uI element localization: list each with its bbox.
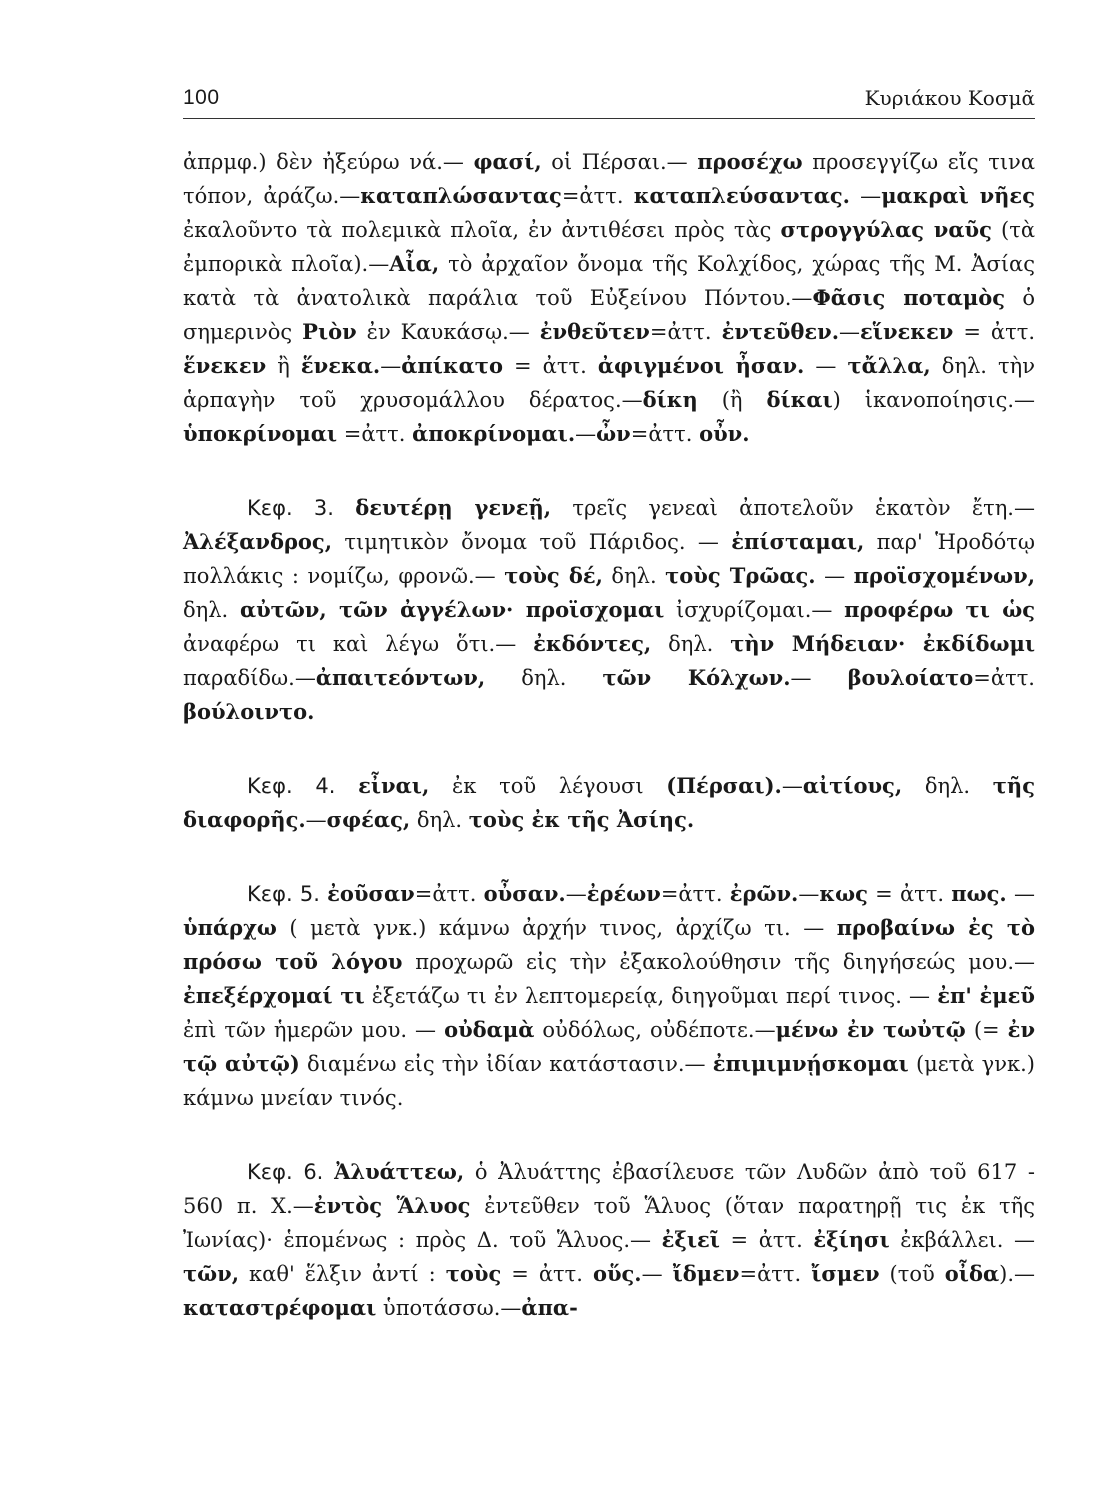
paragraph-gap xyxy=(183,729,1035,769)
lemma-term: Ἀλέξανδρος, xyxy=(183,529,333,554)
gloss-text: — xyxy=(781,774,803,798)
gloss-text: =ἀττ. xyxy=(414,882,484,906)
gloss-text: =ἀττ. xyxy=(973,666,1035,690)
chapter-label: Κεφ. 6. xyxy=(247,1160,324,1184)
lemma-term: οὕς. xyxy=(592,1261,642,1286)
gloss-text: τιμητικὸν ὄνομα τοῦ Πάριδος. — xyxy=(332,530,732,554)
lemma-term: ἐξιεῖ xyxy=(661,1227,720,1252)
gloss-text: ἐν Καυκάσῳ.— xyxy=(356,320,540,344)
paragraph-gap xyxy=(183,451,1035,491)
lemma-term: τὴν Μήδειαν· ἐκδίδωμι xyxy=(730,631,1036,656)
gloss-text: τὸ ἀρχαῖον ὄνομα τῆς Κολχίδος, χώρας τῆς Μ. Ἀσίας κατὰ τὰ ἀνατολικὰ παράλια τοῦ Εὐξείνου Πόντου.— xyxy=(183,252,1035,310)
lemma-term: ἀποκρίνομαι. xyxy=(412,421,576,446)
lemma-term: ἐντεῦθεν. xyxy=(721,319,840,344)
gloss-text: ἐκαλοῦντο τὰ πολεμικὰ πλοῖα, ἐν ἀντιθέσει πρὸς τὰς xyxy=(183,218,781,242)
lemma-term: καταπλώσαντας xyxy=(360,183,562,208)
gloss-text: ) ἱκανοποίησις.— xyxy=(832,388,1035,412)
lemma-term: κως xyxy=(819,881,868,906)
gloss-text: δηλ. xyxy=(485,666,603,690)
gloss-text: — xyxy=(575,422,597,446)
lemma-term: ἐντὸς Ἅλυος xyxy=(313,1193,471,1218)
paragraph-gap xyxy=(183,837,1035,877)
lemma-term: καταστρέφομαι xyxy=(183,1295,377,1320)
gloss-text: (τὰ ἐμπορικὰ πλοῖα).— xyxy=(183,218,1035,276)
gloss-text: προχωρῶ εἰς τὴν ἐξακολούθησιν τῆς διηγήσεώς μου.— xyxy=(402,950,1036,974)
gloss-text: δηλ. xyxy=(902,774,993,798)
lemma-term: μένω ἐν τωὐτῷ xyxy=(775,1017,966,1042)
paragraph-gap xyxy=(183,1115,1035,1155)
gloss-text: (μετὰ γνκ.) κάμνω μνείαν τινός. xyxy=(183,1052,1035,1110)
lemma-term: τοὺς Τρῶας. xyxy=(665,563,816,588)
gloss-text: οἱ Πέρσαι.— xyxy=(541,150,698,174)
chapter-label: Κεφ. 5. xyxy=(247,882,320,906)
lemma-term: μακραὶ νῆες xyxy=(881,183,1035,208)
gloss-text: (= xyxy=(965,1018,1008,1042)
gloss-text: (ἢ xyxy=(697,388,767,412)
gloss-text: — xyxy=(1006,882,1035,906)
gloss-text: — xyxy=(815,564,854,588)
gloss-text: = ἀττ. xyxy=(867,882,952,906)
lemma-term: ἐπ' ἐμεῦ xyxy=(937,983,1035,1008)
gloss-text: — xyxy=(305,808,327,832)
running-head: Κυριάκου Κοσμᾶ xyxy=(864,86,1035,110)
lemma-term: ἀφιγμένοι ἦσαν. xyxy=(597,353,805,378)
gloss-text: δηλ. xyxy=(410,808,469,832)
gloss-text: τρεῖς γενεαὶ ἀποτελοῦν ἑκατὸν ἔτη.— xyxy=(551,496,1035,520)
lemma-term: Αἶα, xyxy=(389,251,440,276)
gloss-text: δηλ. τὴν ἁρπαγὴν τοῦ χρυσομάλλου δέρατος.— xyxy=(183,354,1036,412)
paragraph xyxy=(183,877,1035,1115)
lemma-term: ἐξίησι xyxy=(813,1227,890,1252)
lemma-term: ἐρῶν. xyxy=(729,881,799,906)
lemma-term: πως. xyxy=(951,881,1007,906)
lemma-term: βουλοίατο xyxy=(847,665,974,690)
lemma-term: ἴσμεν xyxy=(811,1261,880,1286)
lemma-term: εἵνεκεν xyxy=(860,319,954,344)
gloss-text: ἐκ τοῦ λέγουσι xyxy=(429,774,667,798)
gloss-text: =ἀττ. xyxy=(561,184,634,208)
lemma-term: ἀπίκατο xyxy=(401,353,503,378)
gloss-text: ὁ Ἀλυάττης ἐβασίλευσε τῶν Λυδῶν ἀπὸ τοῦ 617 - 560 π. Χ.— xyxy=(183,1160,1035,1218)
lemma-term: προφέρω τι ὡς xyxy=(844,597,1036,622)
gloss-text: — xyxy=(380,354,402,378)
lemma-term: ὦν xyxy=(596,421,631,446)
lemma-term: ἐρέων xyxy=(586,881,661,906)
gloss-text: διαμένω εἰς τὴν ἰδίαν κατάστασιν.— xyxy=(299,1052,713,1076)
gloss-text: οὐδόλως, οὐδέποτε.— xyxy=(534,1018,776,1042)
lemma-term: ἐν τῷ αὐτῷ) xyxy=(183,1017,1036,1076)
gloss-text: = ἀττ. xyxy=(501,1262,593,1286)
lemma-term: αὐτῶν, τῶν ἀγγέλων· προϊσχομαι xyxy=(239,597,665,622)
paragraph xyxy=(183,145,1035,451)
lemma-term: ἀπα- xyxy=(521,1295,578,1320)
lemma-term: δευτέρῃ γενεῇ, xyxy=(355,495,552,520)
lemma-term: δίκη xyxy=(642,387,698,412)
lemma-term: σφέας, xyxy=(326,807,411,832)
lemma-term: ἕνεκεν xyxy=(183,353,267,378)
gloss-text: — xyxy=(804,354,848,378)
gloss-text: παρ' Ἡροδότῳ πολλάκις : νομίζω, φρονῶ.— xyxy=(183,530,1035,588)
lemma-term: ἐπεξέρχομαί τι xyxy=(183,983,365,1008)
gloss-text: προσεγγίζω εἴς τινα τόπον, ἀράζω.— xyxy=(183,150,1035,208)
lemma-term: ὑποκρίνομαι xyxy=(183,421,338,446)
gloss-text: ἢ xyxy=(266,354,301,378)
lemma-term: αἰτίους, xyxy=(802,773,903,798)
gloss-text: =ἀττ. xyxy=(660,882,730,906)
gloss-text: δηλ. xyxy=(651,632,731,656)
lemma-term: στρογγύλας ναῦς xyxy=(780,217,992,242)
gloss-text: ὁ σημερινὸς xyxy=(183,286,1035,344)
gloss-text: ἰσχυρίζομαι.— xyxy=(664,598,845,622)
lemma-term: τἄλλα, xyxy=(847,353,931,378)
gloss-text: ὑποτάσσω.— xyxy=(376,1296,522,1320)
gloss-text: — xyxy=(849,184,882,208)
lemma-term: προσέχω xyxy=(697,149,803,174)
lemma-term: προϊσχομένων, xyxy=(853,563,1036,588)
gloss-text: =ἀττ. xyxy=(630,422,700,446)
gloss-text: =ἀττ. xyxy=(739,1262,812,1286)
lemma-term: τῶν, xyxy=(183,1261,240,1286)
gloss-text xyxy=(323,1160,334,1184)
lemma-term: βούλοιντο. xyxy=(183,699,315,724)
gloss-text: — xyxy=(641,1262,673,1286)
lemma-term: τῆς διαφορῆς. xyxy=(183,773,1035,832)
lemma-term: ἴδμεν xyxy=(672,1261,740,1286)
lemma-term: εἶναι, xyxy=(358,773,430,798)
lemma-term: ἐπιμιμνῄσκομαι xyxy=(712,1051,909,1076)
gloss-text: δηλ. xyxy=(183,598,240,622)
gloss-text: = ἀττ. xyxy=(953,320,1036,344)
gloss-text: παραδίδω.— xyxy=(183,666,316,690)
gloss-text: = ἀττ. xyxy=(502,354,598,378)
page-number: 100 xyxy=(183,86,220,109)
gloss-text: ἐντεῦθεν τοῦ Ἅλυος (ὅταν παρατηρῇ τις ἐκ τῆς Ἰωνίας)· ἑπομένως : πρὸς Δ. τοῦ Ἅλυος.— xyxy=(183,1194,1035,1252)
lemma-term: ἐοῦσαν xyxy=(327,881,415,906)
lemma-term: προβαίνω ἐς τὸ πρόσω τοῦ λόγου xyxy=(183,915,1035,974)
gloss-text: — xyxy=(798,882,820,906)
lemma-term: Ριὸν xyxy=(302,319,357,344)
chapter-label: Κεφ. 3. xyxy=(247,496,334,520)
lemma-term: τοὺς xyxy=(445,1261,502,1286)
lemma-term: οἶδα xyxy=(944,1261,1000,1286)
gloss-text xyxy=(334,496,355,520)
gloss-text: — xyxy=(839,320,861,344)
page-header xyxy=(183,86,1035,119)
lemma-term: φασί, xyxy=(473,149,542,174)
gloss-text: — xyxy=(565,882,587,906)
gloss-text: (τοῦ xyxy=(879,1262,945,1286)
gloss-text: ἀπρμφ.) δὲν ἠξεύρω νά.— xyxy=(183,150,474,174)
lemma-term: τῶν Κόλχων. xyxy=(602,665,791,690)
gloss-text: καθ' ἕλξιν ἀντί : xyxy=(239,1262,446,1286)
gloss-text: ἐκβάλλει. — xyxy=(889,1228,1036,1252)
lemma-term: Φᾶσις ποταμὸς xyxy=(812,285,1006,310)
lemma-term: οὖσαν. xyxy=(483,881,566,906)
gloss-text: =ἀττ. xyxy=(649,320,722,344)
lemma-term: ἐκδόντες, xyxy=(533,631,652,656)
gloss-text: =ἀττ. xyxy=(337,422,413,446)
gloss-text: = ἀττ. xyxy=(719,1228,814,1252)
chapter-label: Κεφ. 4. xyxy=(247,774,336,798)
lemma-term: ἀπαιτεόντων, xyxy=(315,665,486,690)
lemma-term: δίκαι xyxy=(766,387,833,412)
paragraph xyxy=(183,1155,1035,1325)
gloss-text xyxy=(335,774,358,798)
gloss-text: ἐξετάζω τι ἐν λεπτομερείᾳ, διηγοῦμαι περί τινος. — xyxy=(364,984,938,1008)
gloss-text: δηλ. xyxy=(602,564,666,588)
lemma-term: ἐπίσταμαι, xyxy=(731,529,865,554)
lemma-term: οὐδαμὰ xyxy=(444,1017,535,1042)
lemma-term: τοὺς δέ, xyxy=(504,563,603,588)
lemma-term: ἐνθεῦτεν xyxy=(539,319,650,344)
gloss-text: ἀναφέρω τι καὶ λέγω ὅτι.— xyxy=(183,632,534,656)
gloss-text: ( μετὰ γνκ.) κάμνω ἀρχήν τινος, ἀρχίζω τι. — xyxy=(276,916,837,940)
lemma-term: (Πέρσαι). xyxy=(666,773,782,798)
lemma-term: ὑπάρχω xyxy=(183,915,277,940)
lemma-term: οὖν. xyxy=(699,421,750,446)
paragraph xyxy=(183,491,1035,729)
lemma-term: Ἀλυάττεω, xyxy=(334,1159,465,1184)
paragraph xyxy=(183,769,1035,837)
gloss-text: ἐπὶ τῶν ἡμερῶν μου. — xyxy=(183,1018,445,1042)
lemma-term: τοὺς ἐκ τῆς Ἀσίης. xyxy=(468,807,695,832)
gloss-text: — xyxy=(790,666,848,690)
lemma-term: καταπλεύσαντας. xyxy=(633,183,850,208)
gloss-text: ).— xyxy=(999,1262,1035,1286)
page-body xyxy=(183,145,1035,1325)
lemma-term: ἕνεκα. xyxy=(300,353,381,378)
